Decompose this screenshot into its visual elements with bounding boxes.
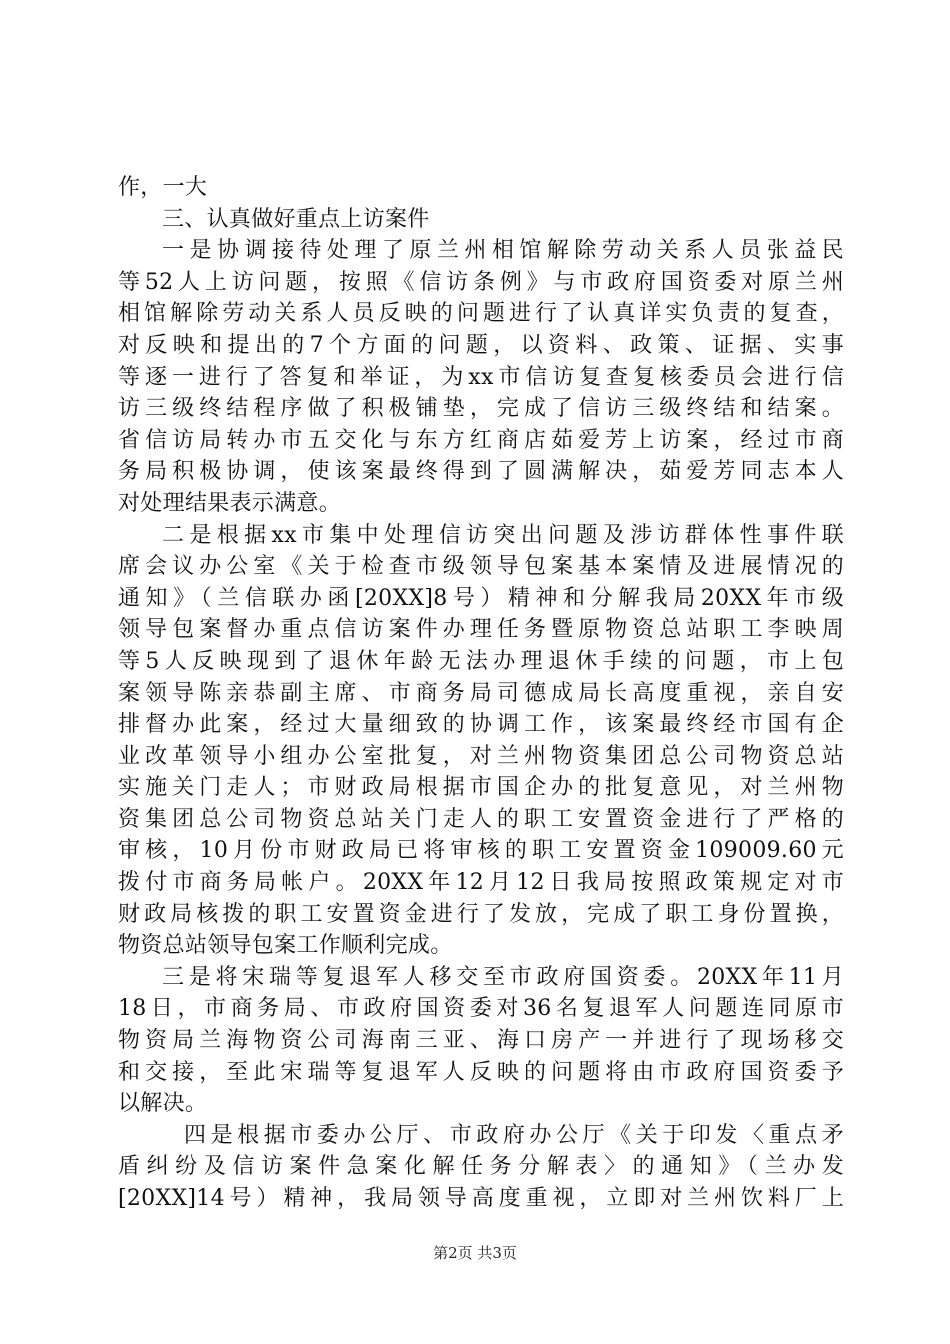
text-line: 对处理结果表示满意。: [118, 490, 342, 516]
text-line: 务局积极协调，使该案最终得到了圆满解决，茹爱芳同志本人: [118, 459, 844, 485]
text-line: 排督办此案，经过大量细致的协调工作，该案最终经市国有企: [118, 712, 844, 738]
text-line: 访三级终结程序做了积极铺垫，完成了信访三级终结和结案。: [118, 396, 844, 422]
text-line: 以解决。: [118, 1091, 208, 1117]
text-line: 和交接，至此宋瑞等复退军人反映的问题将由市政府国资委予: [118, 1059, 844, 1085]
text-line: 业改革领导小组办公室批复，对兰州物资集团总公司物资总站: [118, 743, 844, 769]
text-line: 通知》（兰信联办函[20XX]8号）精神和分解我局20XX年市级: [118, 585, 844, 611]
text-line: 案领导陈亲恭副主席、市商务局司德成局长高度重视，亲自安: [118, 680, 844, 706]
text-line: 二是根据xx市集中处理信访突出问题及涉访群体性事件联: [162, 522, 844, 548]
text-line: 对反映和提出的7个方面的问题，以资料、政策、证据、实事: [118, 332, 844, 358]
text-line: 席会议办公室《关于检查市级领导包案基本案情及进展情况的: [118, 554, 844, 580]
document-body: [118, 172, 844, 1215]
text-line: 等52人上访问题，按照《信访条例》与市政府国资委对原兰州: [118, 269, 844, 295]
text-line: 实施关门走人；市财政局根据市国企办的批复意见，对兰州物: [118, 775, 844, 801]
text-line: 作，一大: [118, 175, 208, 200]
text-line: 省信访局转办市五交化与东方红商店茹爱芳上访案，经过市商: [118, 427, 844, 453]
text-line: 三是将宋瑞等复退军人移交至市政府国资委。20XX年11月: [162, 964, 844, 990]
text-line: 一是协调接待处理了原兰州相馆解除劳动关系人员张益民: [162, 238, 844, 264]
text-line: 财政局核拨的职工安置资金进行了发放，完成了职工身份置换，: [118, 901, 844, 927]
text-line: [20XX]14号）精神，我局领导高度重视，立即对兰州饮料厂上: [118, 1186, 844, 1211]
text-line: 四是根据市委办公厅、市政府办公厅《关于印发〈重点矛: [184, 1122, 844, 1148]
text-line: 物资局兰海物资公司海南三亚、海口房产一并进行了现场移交: [118, 1028, 844, 1054]
text-line: 领导包案督办重点信访案件办理任务暨原物资总站职工李映周: [118, 617, 844, 643]
page-footer: 第2页 共3页: [433, 1244, 517, 1262]
text-line: 拨付市商务局帐户。20XX年12月12日我局按照政策规定对市: [118, 870, 844, 896]
text-line: 盾纠纷及信访案件急案化解任务分解表〉的通知》（兰办发: [118, 1154, 844, 1180]
text-line: 相馆解除劳动关系人员反映的问题进行了认真详实负责的复查，: [118, 301, 844, 327]
text-line: 资集团总公司物资总站关门走人的职工安置资金进行了严格的: [118, 806, 844, 832]
text-line: 等逐一进行了答复和举证，为xx市信访复查复核委员会进行信: [118, 364, 844, 390]
text-line: 18日，市商务局、市政府国资委对36名复退军人问题连同原市: [118, 996, 844, 1022]
text-line: 三、认真做好重点上访案件: [162, 206, 430, 232]
text-line: 物资总站领导包案工作顺利完成。: [118, 933, 453, 959]
text-line: 等5人反映现到了退休年龄无法办理退休手续的问题，市上包: [118, 648, 844, 674]
text-line: 审核，10月份市财政局已将审核的职工安置资金109009.60元: [118, 838, 844, 864]
